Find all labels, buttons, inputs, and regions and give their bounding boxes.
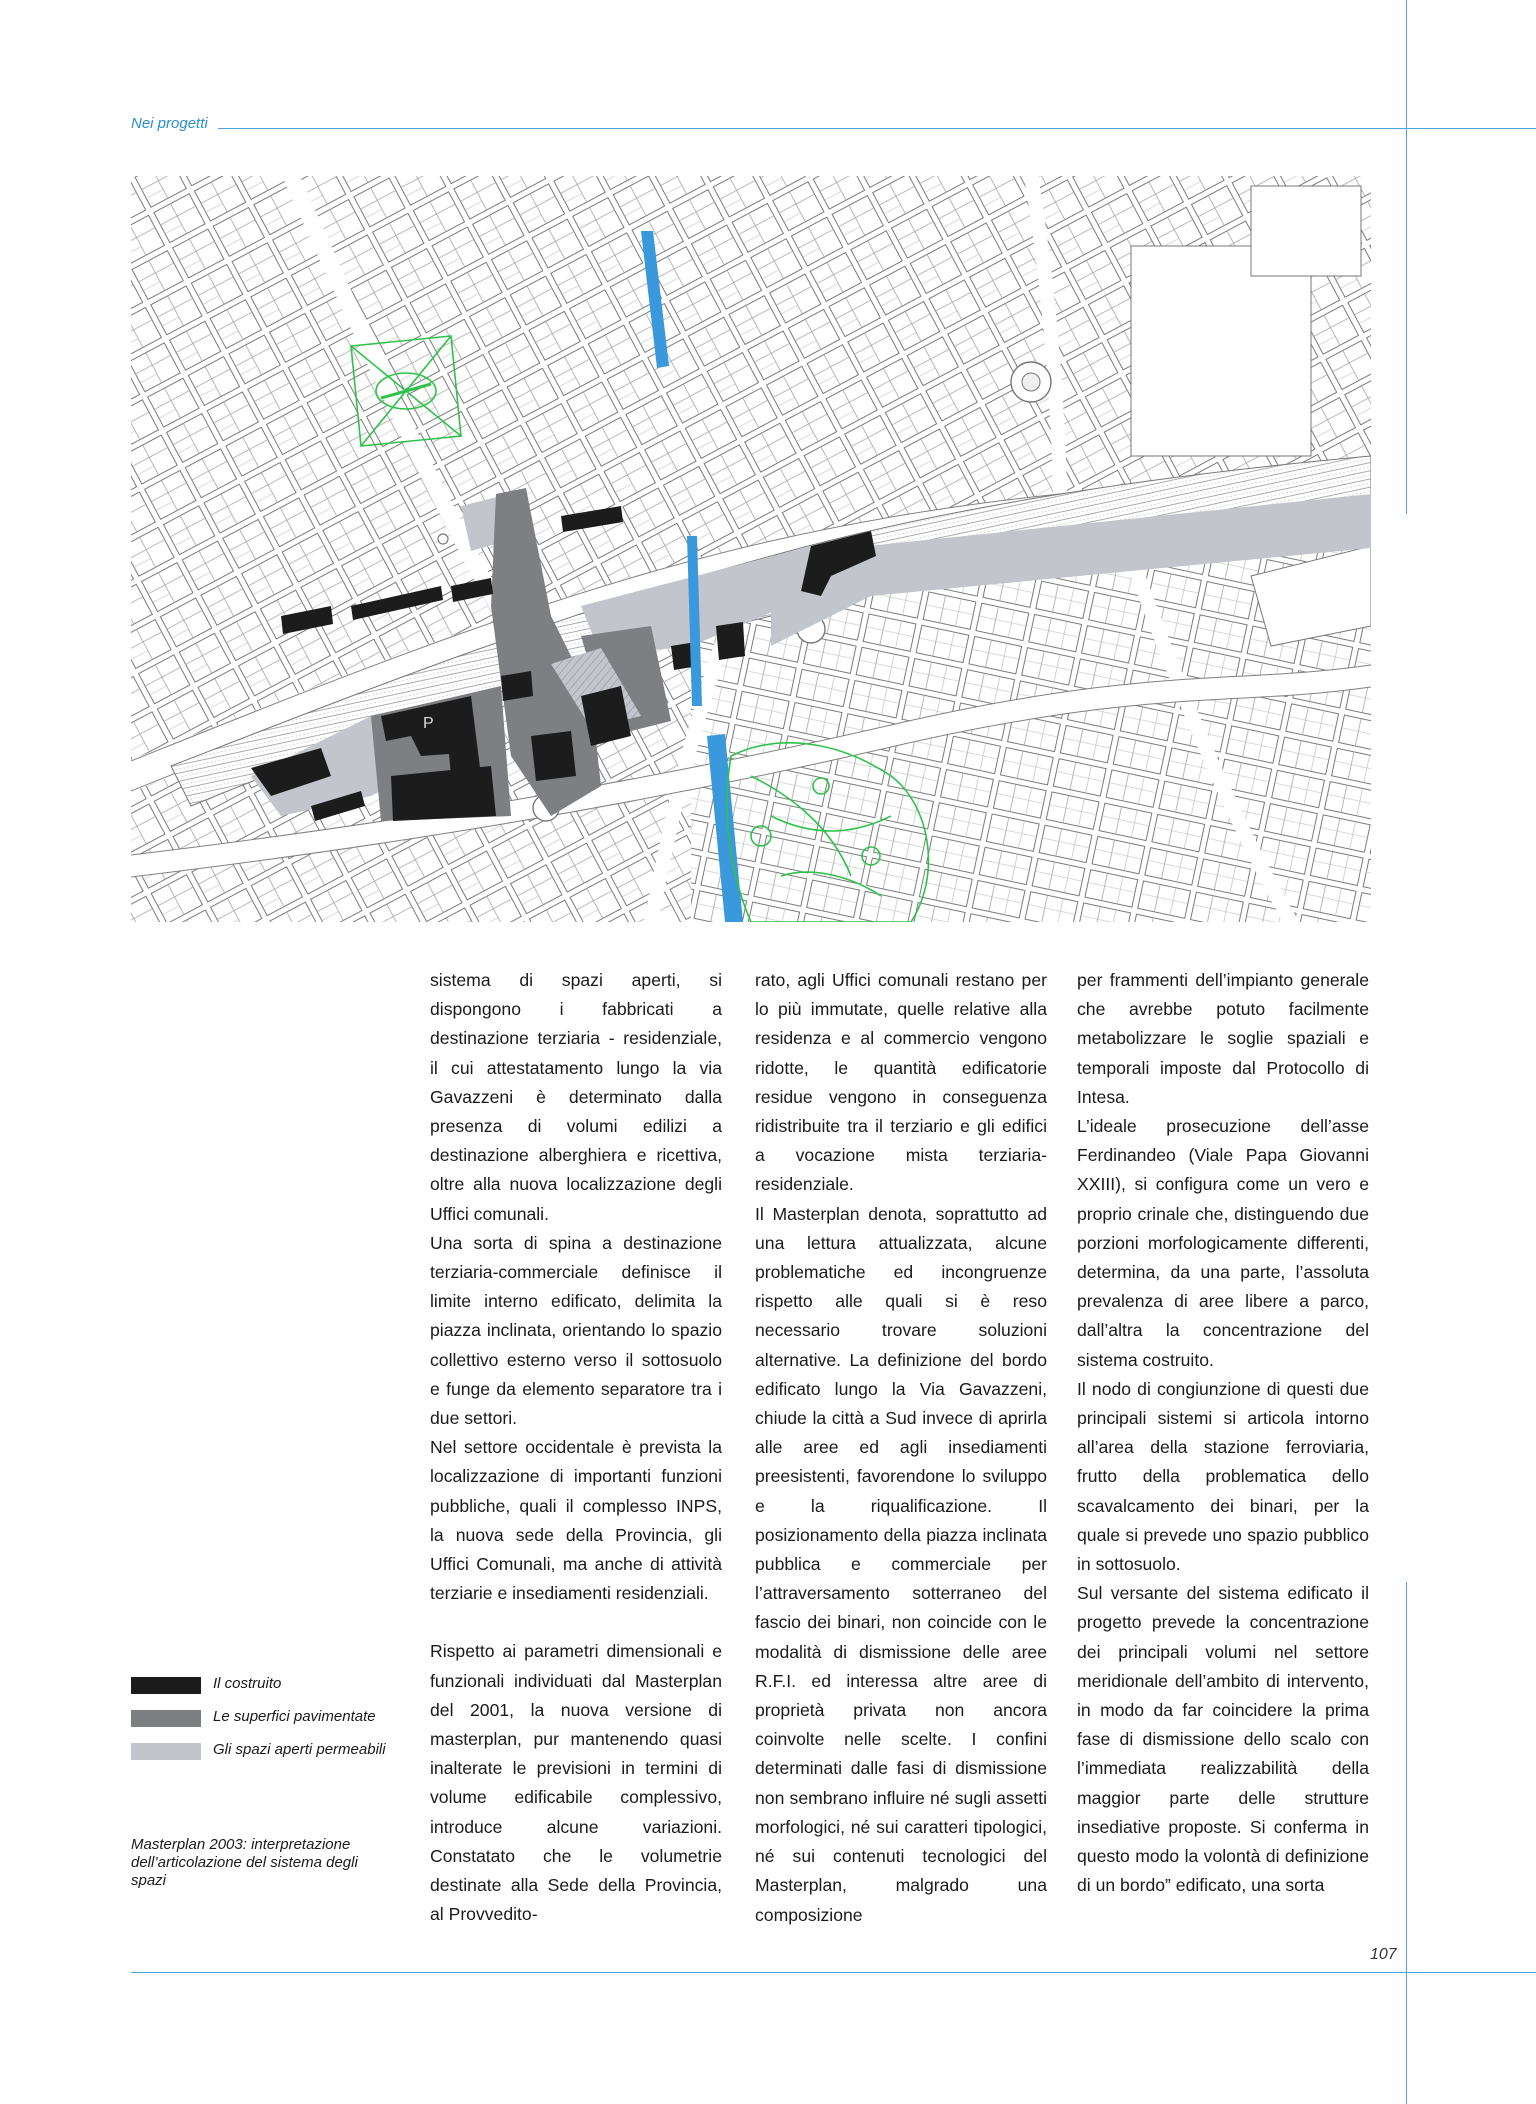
column-2-paragraph: Il Masterplan denota, soprattutto ad una lettura attualizzata, alcune problematiche ed incongruenze rispetto alle quali si è reso necessario trovare soluzioni alternative. La definizione del bordo edificato lungo la Via Gavazzeni, chiude la città a Sud invece di aprirla alle aree ed agli insediamenti preesistenti, favorendone lo sviluppo e la riqualificazione. Il posizionamento della piazza inclinata pubblica e commerciale per l’attraversamento sotterraneo del fascio dei binari, non coincide con le modalità di dismissione delle aree R.F.I. ed interessa altre aree di proprietà privata non ancora coinvolte nelle scelte. I confini determinati dalle fasi di dismissione non sembrano influire né sugli assetti morfologici, né sui caratteri tipologici, né sui contenuti tecnologici del Masterplan, malgrado una composizione xyxy=(755,1203,1047,1925)
legend-label: Il costruito xyxy=(213,1675,282,1692)
right-margin-rule-bottom xyxy=(1406,1582,1407,2104)
figure-caption: Masterplan 2003: interpretazione dell’articolazione del sistema degli spazi xyxy=(131,1836,358,1889)
column-3-paragraph: L’ideale prosecuzione dell’asse Ferdinandeo (Viale Papa Giovanni XXIII), si configura come un vero e proprio crinale che, distinguendo due porzioni morfologicamente differenti, determina, da una parte, l’assoluta prevalenza di aree libere a parco, dall’altra la concentrazione del sistema costruito. xyxy=(1077,1116,1369,1370)
text-column-1 xyxy=(430,966,722,1930)
column-3-paragraph: per frammenti dell’impianto generale che avrebbe potuto facilmente metabolizzare le soglie spaziali e temporali imposte dal Protocollo di Intesa. xyxy=(1077,970,1369,1107)
legend-swatch-built xyxy=(131,1677,201,1694)
parking-label: P xyxy=(423,715,434,732)
column-3-paragraph: Sul versante del sistema edificato il progetto prevede la concentrazione dei principali volumi nel settore meridionale dell’ambito di intervento, in modo da far coincidere la prima fase di dismissione dello scalo con l’immediata realizzabilità della maggior parte delle strutture insediative proposte. Si conferma in questo modo la volontà di definizione di un bordo” edificato, una sorta xyxy=(1077,1583,1369,1896)
legend-label: Gli spazi aperti permeabili xyxy=(213,1741,386,1758)
column-1-paragraph: sistema di spazi aperti, si dispongono i fabbricati a destinazione terziaria - residenziale, il cui attestatamento lungo la via Gavazzeni è determinato dalla presenza di volumi edilizi a destinazione alberghiera e ricettiva, oltre alla nuova localizzazione degli Uffici comunali. xyxy=(430,970,722,1224)
masterplan-map xyxy=(131,176,1371,922)
column-1-paragraph: Nel settore occidentale è prevista la localizzazione di importanti funzioni pubbliche, quali il complesso INPS, la nuova sede della Provincia, gli Uffici Comunali, ma anche di attività terziarie e insediamenti residenziali. xyxy=(430,1437,722,1604)
legend-swatch-permeable xyxy=(131,1743,201,1760)
header-rule xyxy=(218,128,1536,129)
text-column-2 xyxy=(755,966,1047,1930)
column-3-paragraph: Il nodo di congiunzione di questi due principali sistemi si articola intorno all’area della stazione ferroviaria, frutto della problematica dello scavalcamento dei binari, per la quale si prevede uno spazio pubblico in sottosuolo. xyxy=(1077,1378,1369,1575)
footer-rule xyxy=(131,1972,1536,1973)
legend-swatch-paved xyxy=(131,1710,201,1727)
legend-label: Le superfici pavimentate xyxy=(213,1708,376,1725)
column-2-paragraph: rato, agli Uffici comunali restano per lo più immutate, quelle relative alla residenza e al commercio vengono ridotte, le quantità edificatorie residue vengono in conseguenza ridistribuite tra il terziario e gli edifici a vocazione mista terziaria-residenziale. xyxy=(755,970,1047,1195)
right-margin-rule-top xyxy=(1406,0,1407,514)
page-number: 107 xyxy=(1370,1946,1397,1963)
text-column-3 xyxy=(1077,966,1369,1901)
section-label: Nei progetti xyxy=(131,115,208,132)
column-1-paragraph: Rispetto ai parametri dimensionali e funzionali individuati dal Masterplan del 2001, la nuova versione di masterplan, pur mantenendo quasi inalterate le previsioni in termini di volume edificabile complessivo, introduce alcune variazioni. Constatato che le volumetrie destinate alla Sede della Provincia, al Provvedito- xyxy=(430,1641,722,1925)
column-1-paragraph: Una sorta di spina a destinazione terziaria-commerciale definisce il limite interno edificato, delimita la piazza inclinata, orientando lo spazio collettivo esterno verso il sottosuolo e funge da elemento separatore tra i due settori. xyxy=(430,1232,722,1429)
